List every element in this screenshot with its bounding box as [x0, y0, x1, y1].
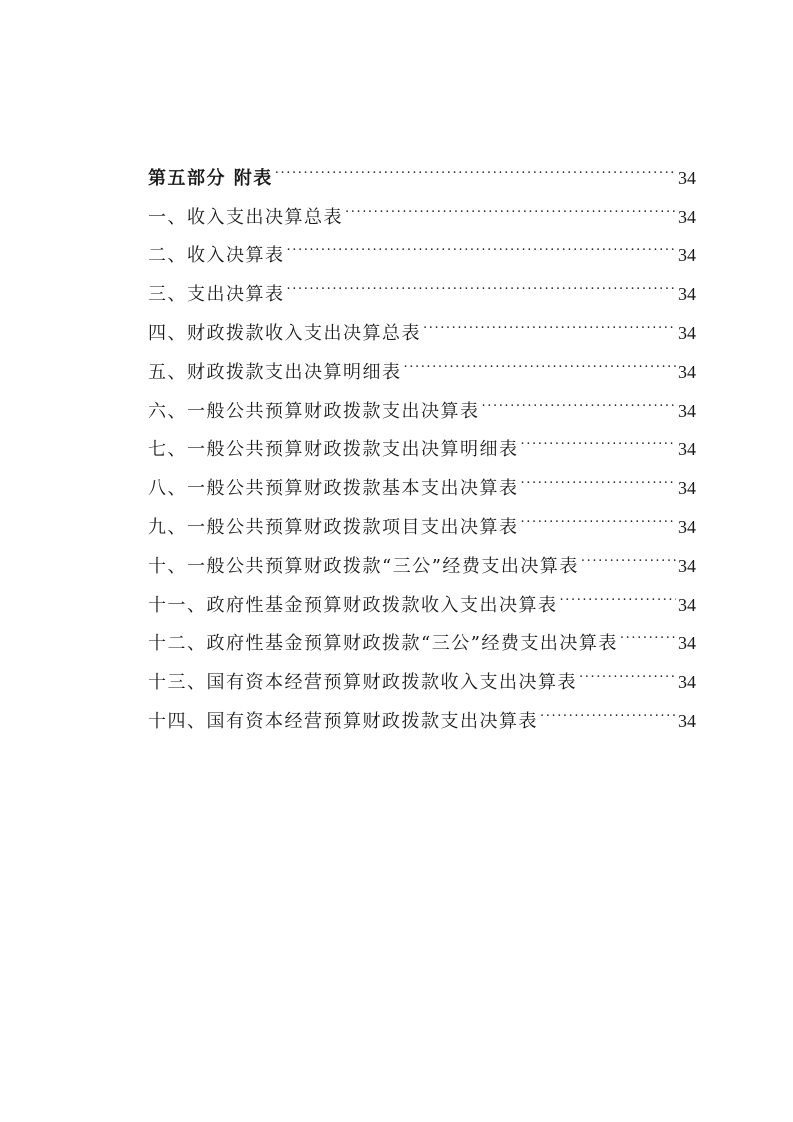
toc-page-number: 34	[678, 710, 696, 731]
toc-entry-label: 六、一般公共预算财政拨款支出决算表	[148, 400, 480, 422]
toc-entry-label: 十、一般公共预算财政拨款“三公”经费支出决算表	[148, 555, 579, 577]
toc-heading[interactable]	[148, 145, 696, 189]
toc-entry-label: 二、收入决算表	[148, 245, 285, 267]
toc-page-number: 34	[678, 672, 696, 693]
toc-leader-dots	[560, 572, 677, 611]
toc-page-number: 34	[678, 555, 696, 576]
toc-page-number: 34	[678, 400, 696, 421]
toc-leader-dots	[521, 417, 677, 456]
toc-entry-label: 八、一般公共预算财政拨款基本支出决算表	[148, 478, 519, 500]
toc-entry-label: 十二、政府性基金预算财政拨款“三公”经费支出决算表	[148, 633, 618, 655]
toc-page-number: 34	[678, 167, 696, 188]
toc-leader-dots	[521, 455, 677, 494]
toc-heading-label: 第五部分 附表	[148, 167, 273, 189]
toc-leader-dots	[581, 533, 676, 572]
toc-entry-label: 五、财政拨款支出决算明细表	[148, 361, 402, 383]
toc-page-number: 34	[678, 361, 696, 382]
toc-entry-label: 十四、国有资本经营预算财政拨款支出决算表	[148, 710, 538, 732]
toc-entry-label: 三、支出决算表	[148, 284, 285, 306]
toc-page-number: 34	[678, 594, 696, 615]
toc-page-number: 34	[678, 439, 696, 460]
toc-entry-label: 一、收入支出决算总表	[148, 206, 343, 228]
toc-entry-label: 七、一般公共预算财政拨款支出决算明细表	[148, 439, 519, 461]
toc-leader-dots	[540, 688, 676, 727]
toc-leader-dots	[423, 300, 676, 339]
toc-leader-dots	[521, 494, 677, 533]
toc-page-number: 34	[678, 478, 696, 499]
toc-leader-dots	[579, 649, 676, 688]
toc-entry-label: 十一、政府性基金预算财政拨款收入支出决算表	[148, 594, 558, 616]
toc-leader-dots	[275, 145, 676, 184]
toc-leader-dots	[404, 339, 677, 378]
toc-entry-label: 九、一般公共预算财政拨款项目支出决算表	[148, 516, 519, 538]
toc-page-number: 34	[678, 633, 696, 654]
toc-leader-dots	[345, 184, 676, 223]
toc-page-number: 34	[678, 322, 696, 343]
toc-page-number: 34	[678, 516, 696, 537]
toc-leader-dots	[620, 611, 676, 650]
toc-leader-dots	[482, 378, 677, 417]
table-of-contents	[148, 145, 696, 732]
toc-page-number: 34	[678, 284, 696, 305]
toc-page-number: 34	[678, 206, 696, 227]
toc-entry-label: 十三、国有资本经营预算财政拨款收入支出决算表	[148, 672, 577, 694]
toc-leader-dots	[287, 261, 677, 300]
toc-page-number: 34	[678, 245, 696, 266]
toc-leader-dots	[287, 223, 677, 262]
toc-entry-label: 四、财政拨款收入支出决算总表	[148, 322, 421, 344]
